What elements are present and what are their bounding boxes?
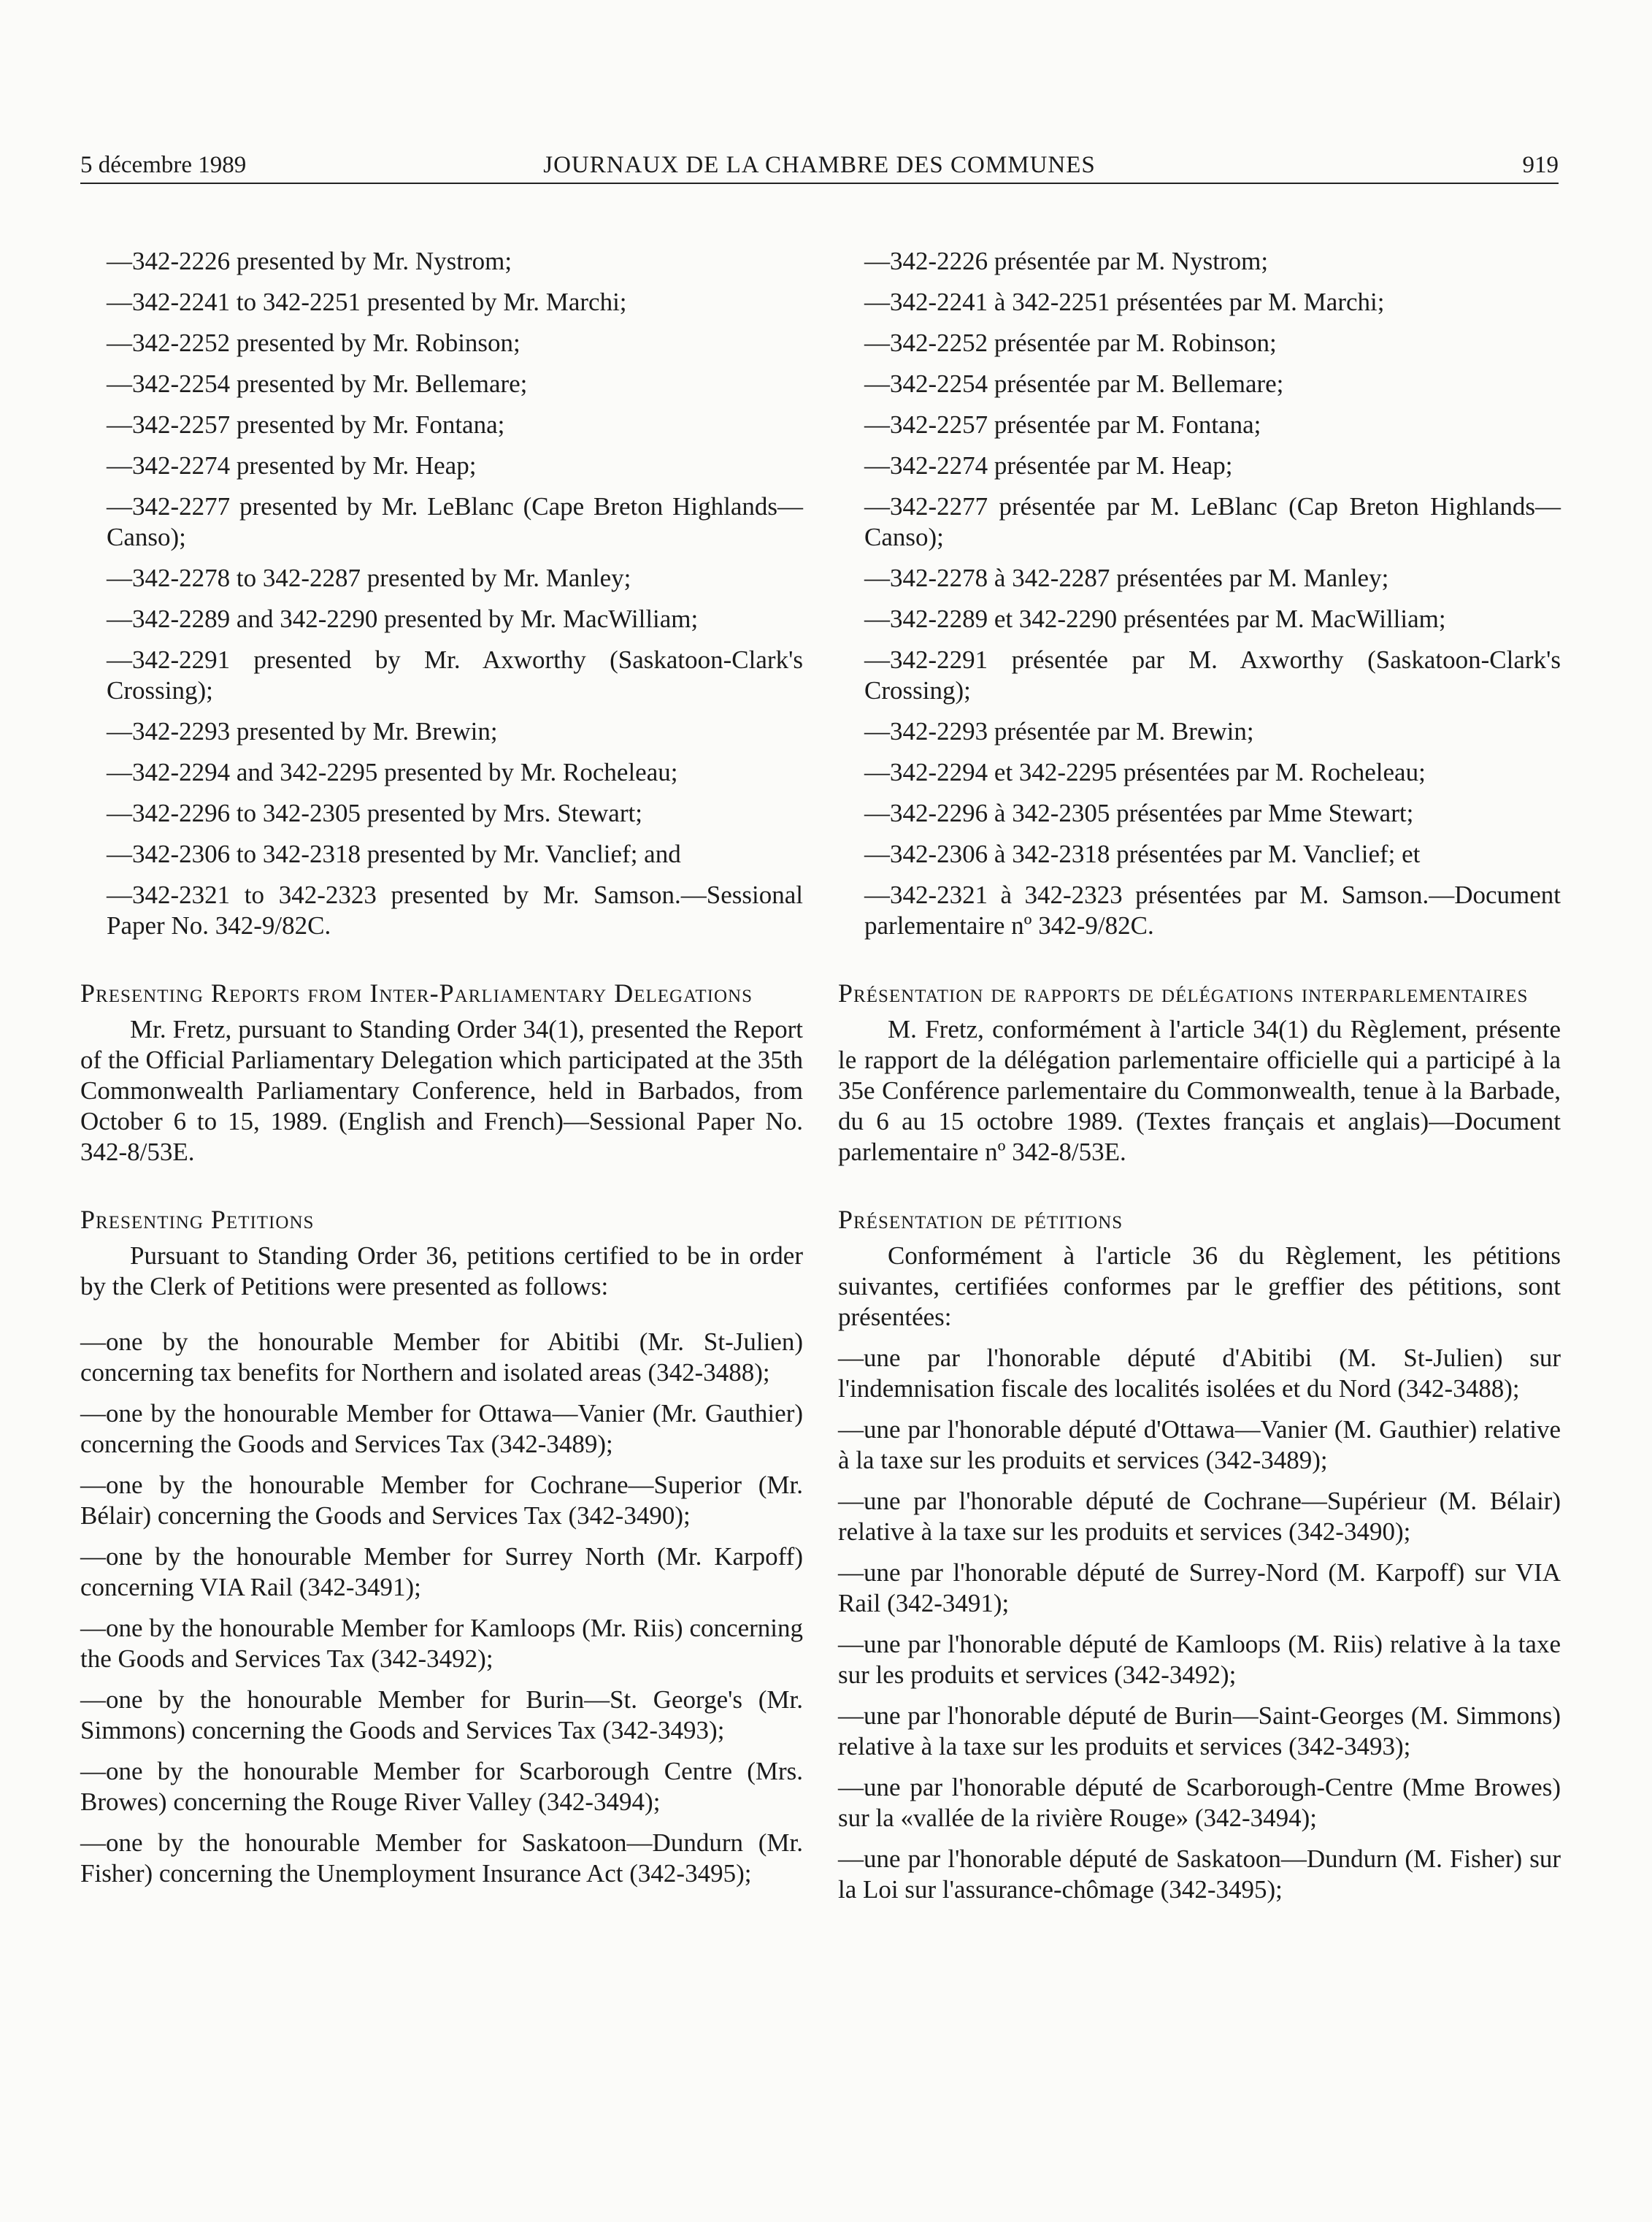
header-page-number: 919 (1522, 152, 1559, 178)
list-item: —342-2274 presented by Mr. Heap; (107, 451, 477, 480)
petitions-intro: Conformément à l'article 36 du Règlement, les pétitions suivantes, certifiées conformes par le greffier des pétitions, sont présentées: (838, 1241, 1561, 1331)
petition-item: —one by the honourable Member for Ottawa—Vanier (Mr. Gauthier) concerning the Goods and Services Tax (342-3489); (80, 1399, 803, 1458)
petition-item: —une par l'honorable député de Scarborough-Centre (Mme Browes) sur la «vallée de la rivière Rouge» (342-3494); (838, 1773, 1561, 1832)
petition-item: —one by the honourable Member for Abitibi (Mr. St-Julien) concerning tax benefits for Northern and isolated areas (342-3488); (80, 1328, 803, 1387)
list-item: —342-2241 à 342-2251 présentées par M. Marchi; (864, 288, 1385, 316)
english-paper-list (80, 246, 803, 941)
english-column (80, 246, 803, 1899)
french-petition-list (838, 1343, 1561, 1905)
reports-paragraph: Mr. Fretz, pursuant to Standing Order 34(1), presented the Report of the Official Parliamentary Delegation which participated at the 35th Commonwealth Parliamentary Conference, held in Barbados, from October 6 to 15, 1989. (English and French)—Sessional Paper No. 342-8/53E. (80, 1015, 803, 1166)
petition-item: —une par l'honorable député de Cochrane—Supérieur (M. Bélair) relative à la taxe sur les produits et services (342-3490); (838, 1487, 1561, 1546)
list-item: —342-2252 presented by Mr. Robinson; (107, 329, 520, 357)
list-item: —342-2294 and 342-2295 presented by Mr. Rocheleau; (107, 758, 678, 786)
list-item: —342-2226 presented by Mr. Nystrom; (107, 247, 512, 275)
list-item: —342-2321 to 342-2323 presented by Mr. Samson.—Sessional Paper No. 342-9/82C. (107, 881, 803, 940)
list-item: —342-2278 to 342-2287 presented by Mr. Manley; (107, 564, 631, 592)
list-item: —342-2252 présentée par M. Robinson; (864, 329, 1277, 357)
french-paper-list (838, 246, 1561, 941)
list-item: —342-2289 and 342-2290 presented by Mr. MacWilliam; (107, 605, 699, 633)
petition-item: —one by the honourable Member for Surrey North (Mr. Karpoff) concerning VIA Rail (342-3491); (80, 1542, 803, 1601)
list-item: —342-2274 présentée par M. Heap; (864, 451, 1233, 480)
list-item: —342-2321 à 342-2323 présentées par M. Samson.—Document parlementaire nº 342-9/82C. (864, 881, 1561, 940)
header-journal-title: JOURNAUX DE LA CHAMBRE DES COMMUNES (543, 152, 1096, 178)
petition-item: —une par l'honorable député de Burin—Saint-Georges (M. Simmons) relative à la taxe sur les produits et services (342-3493); (838, 1701, 1561, 1761)
reports-paragraph: M. Fretz, conformément à l'article 34(1) du Règlement, présente le rapport de la délégation parlementaire officielle qui a participé à la 35e Conférence parlementaire du Commonwealth, tenue à la Barbade, du 6 au 15 octobre 1989. (Textes français et anglais)—Document parlementaire nº 342-8/53E. (838, 1015, 1561, 1166)
section-heading-reports: Presenting Reports from Inter-Parliamentary Delegations (80, 978, 753, 1008)
list-item: —342-2277 présentée par M. LeBlanc (Cap Breton Highlands—Canso); (864, 492, 1561, 551)
petition-item: —une par l'honorable député de Surrey-Nord (M. Karpoff) sur VIA Rail (342-3491); (838, 1558, 1561, 1617)
list-item: —342-2254 presented by Mr. Bellemare; (107, 369, 528, 398)
list-item: —342-2254 présentée par M. Bellemare; (864, 369, 1284, 398)
list-item: —342-2277 presented by Mr. LeBlanc (Cape Breton Highlands—Canso); (107, 492, 803, 551)
section-heading-petitions: Presenting Petitions (80, 1205, 315, 1234)
petition-item: —one by the honourable Member for Saskatoon—Dundurn (Mr. Fisher) concerning the Unemployment Insurance Act (342-3495); (80, 1828, 803, 1888)
list-item: —342-2291 présentée par M. Axworthy (Saskatoon-Clark's Crossing); (864, 645, 1561, 705)
petition-item: —une par l'honorable député d'Ottawa—Vanier (M. Gauthier) relative à la taxe sur les produits et services (342-3489); (838, 1415, 1561, 1474)
list-item: —342-2291 presented by Mr. Axworthy (Saskatoon-Clark's Crossing); (107, 645, 803, 705)
list-item: —342-2296 to 342-2305 presented by Mrs. Stewart; (107, 799, 642, 827)
list-item: —342-2226 présentée par M. Nystrom; (864, 247, 1269, 275)
list-item: —342-2293 présentée par M. Brewin; (864, 717, 1254, 746)
list-item: —342-2296 à 342-2305 présentées par Mme Stewart; (864, 799, 1414, 827)
section-heading-reports: Présentation de rapports de délégations interparlementaires (838, 978, 1529, 1008)
petition-item: —une par l'honorable député de Saskatoon—Dundurn (M. Fisher) sur la Loi sur l'assurance-chômage (342-3495); (838, 1844, 1561, 1904)
english-petition-list (80, 1327, 803, 1889)
petition-item: —one by the honourable Member for Cochrane—Superior (Mr. Bélair) concerning the Goods and Services Tax (342-3490); (80, 1471, 803, 1530)
list-item: —342-2289 et 342-2290 présentées par M. MacWilliam; (864, 605, 1446, 633)
petitions-intro: Pursuant to Standing Order 36, petitions certified to be in order by the Clerk of Petitions were presented as follows: (80, 1241, 803, 1300)
petition-item: —une par l'honorable député de Kamloops (M. Riis) relative à la taxe sur les produits et services (342-3492); (838, 1630, 1561, 1689)
french-column (838, 246, 1561, 1915)
list-item: —342-2241 to 342-2251 presented by Mr. Marchi; (107, 288, 627, 316)
list-item: —342-2257 présentée par M. Fontana; (864, 410, 1261, 439)
petition-item: —one by the honourable Member for Burin—St. George's (Mr. Simmons) concerning the Goods and Services Tax (342-3493); (80, 1685, 803, 1744)
list-item: —342-2293 presented by Mr. Brewin; (107, 717, 498, 746)
header-date: 5 décembre 1989 (80, 152, 247, 178)
petition-item: —one by the honourable Member for Kamloops (Mr. Riis) concerning the Goods and Services Tax (342-3492); (80, 1614, 803, 1673)
list-item: —342-2278 à 342-2287 présentées par M. Manley; (864, 564, 1389, 592)
page-header (80, 146, 1559, 184)
list-item: —342-2294 et 342-2295 présentées par M. Rocheleau; (864, 758, 1426, 786)
petition-item: —une par l'honorable député d'Abitibi (M. St-Julien) sur l'indemnisation fiscale des localités isolées et du Nord (342-3488); (838, 1344, 1561, 1403)
list-item: —342-2306 à 342-2318 présentées par M. Vanclief; et (864, 840, 1421, 868)
section-heading-petitions: Présentation de pétitions (838, 1205, 1123, 1234)
petition-item: —one by the honourable Member for Scarborough Centre (Mrs. Browes) concerning the Rouge River Valley (342-3494); (80, 1757, 803, 1816)
list-item: —342-2257 presented by Mr. Fontana; (107, 410, 505, 439)
list-item: —342-2306 to 342-2318 presented by Mr. Vanclief; and (107, 840, 681, 868)
